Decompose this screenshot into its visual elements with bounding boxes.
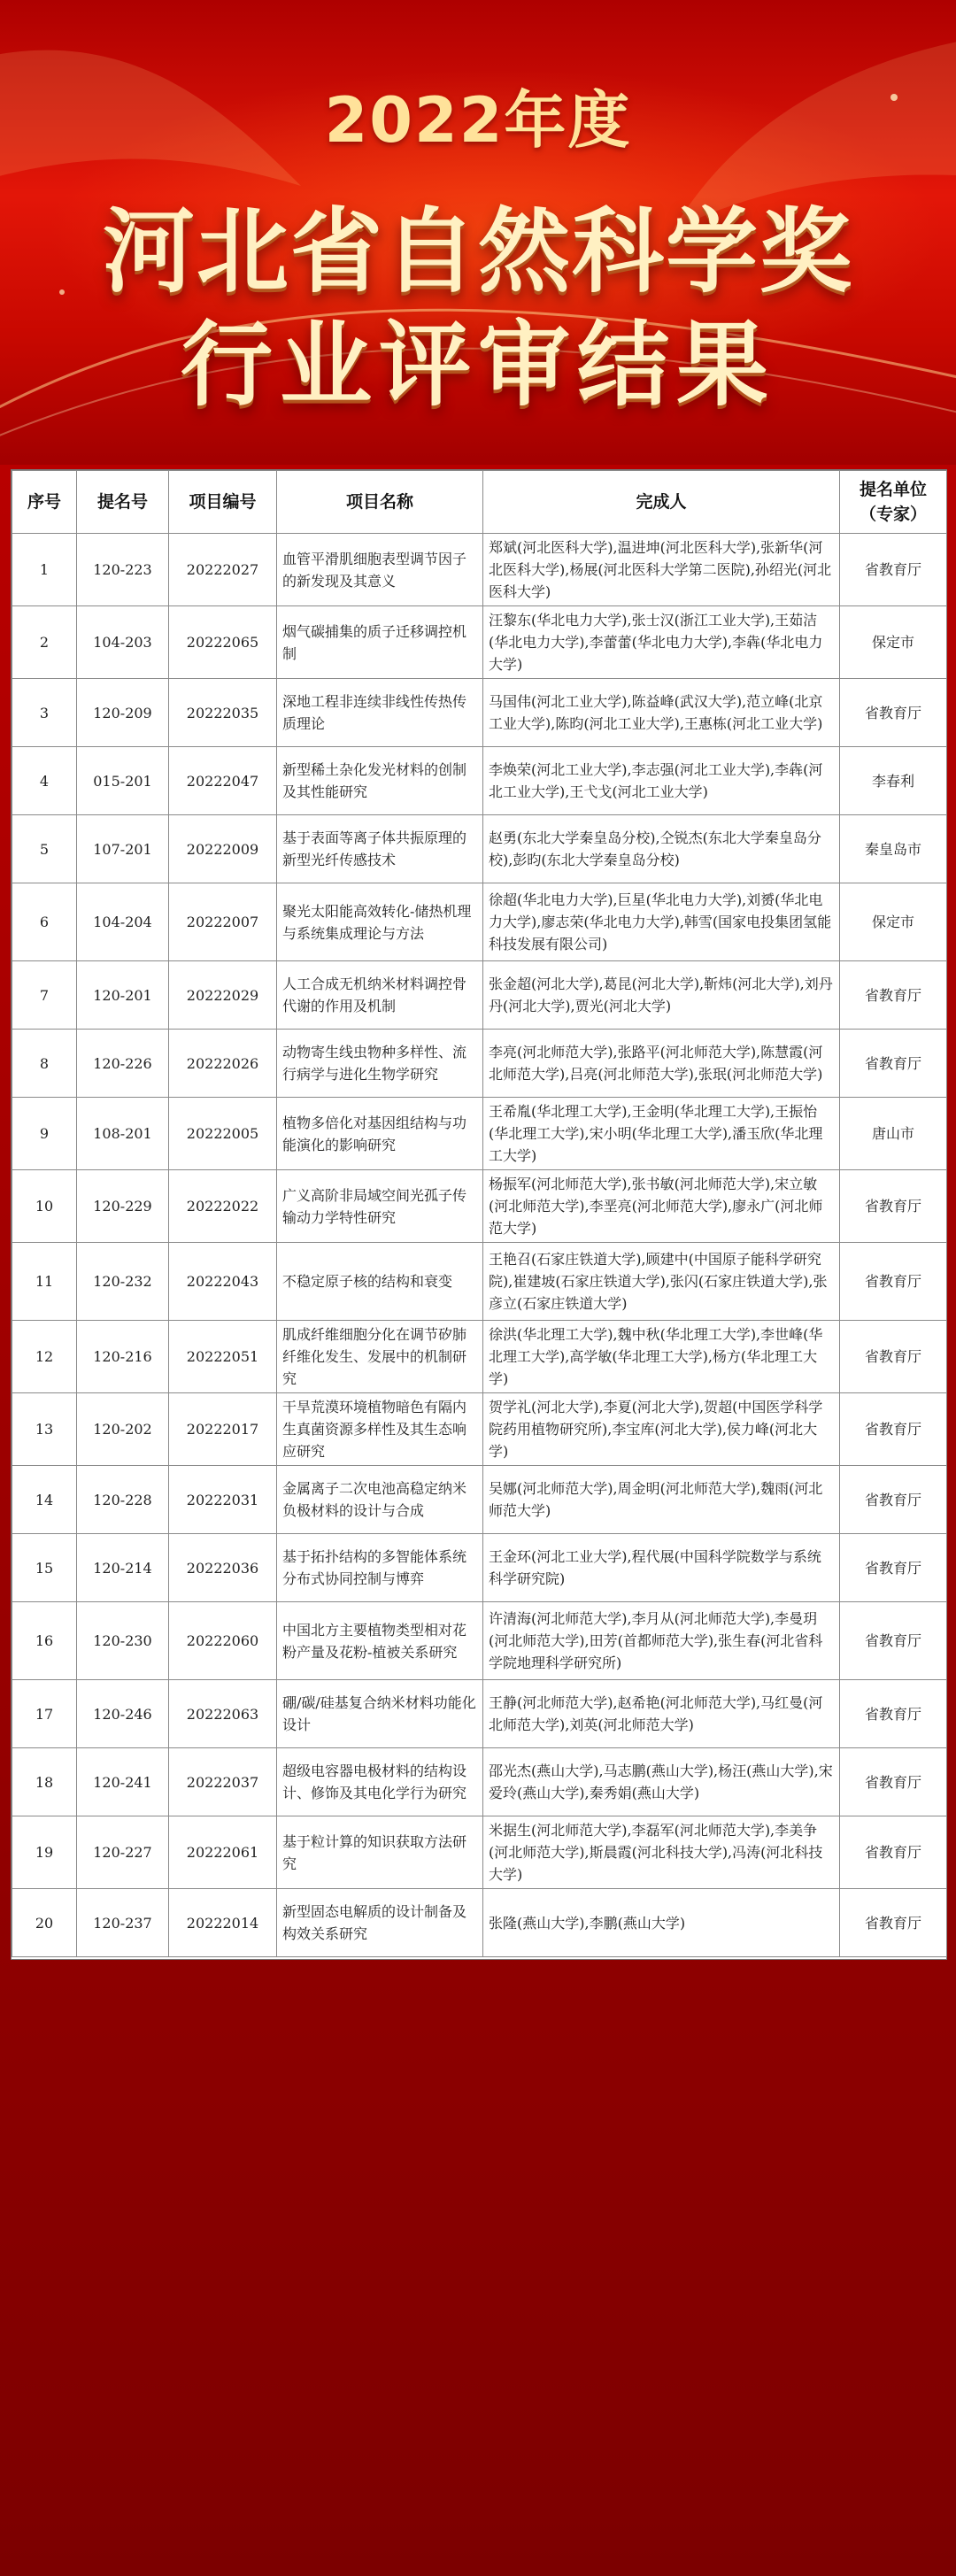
- cell-seq: 6: [12, 883, 77, 961]
- cell-nomination-no: 120-229: [77, 1170, 169, 1243]
- main-title: 河北省自然科学奖: [102, 197, 853, 305]
- cell-nomination-no: 108-201: [77, 1098, 169, 1170]
- cell-project-name: 新型固态电解质的设计制备及构效关系研究: [277, 1889, 483, 1957]
- cell-seq: 20: [12, 1889, 77, 1957]
- cell-project-no: 20222051: [169, 1321, 277, 1393]
- cell-project-no: 20222047: [169, 747, 277, 815]
- header-completers: 完成人: [483, 471, 840, 534]
- cell-nominator: 省教育厅: [840, 1602, 947, 1680]
- cell-project-no: 20222007: [169, 883, 277, 961]
- cell-seq: 15: [12, 1534, 77, 1602]
- cell-project-name: 超级电容器电极材料的结构设计、修饰及其电化学行为研究: [277, 1748, 483, 1816]
- cell-project-no: 20222043: [169, 1243, 277, 1321]
- cell-nominator: 省教育厅: [840, 1393, 947, 1466]
- cell-nominator: 省教育厅: [840, 961, 947, 1030]
- cell-project-name: 不稳定原子核的结构和衰变: [277, 1243, 483, 1321]
- cell-seq: 18: [12, 1748, 77, 1816]
- table-row: [12, 1243, 947, 1321]
- header-row: [12, 471, 947, 534]
- cell-completers: 贺学礼(河北大学),李夏(河北大学),贺超(中国医学科学院药用植物研究所),李宝库(河北大学),侯力峰(河北大学): [483, 1393, 840, 1466]
- cell-seq: 1: [12, 534, 77, 606]
- cell-completers: 王静(河北师范大学),赵希艳(河北师范大学),马红曼(河北师范大学),刘英(河北师范大学): [483, 1680, 840, 1748]
- cell-project-name: 深地工程非连续非线性传热传质理论: [277, 679, 483, 747]
- cell-completers: 郑斌(河北医科大学),温进坤(河北医科大学),张新华(河北医科大学),杨展(河北医科大学第二医院),孙绍光(河北医科大学): [483, 534, 840, 606]
- cell-project-name: 中国北方主要植物类型相对花粉产量及花粉-植被关系研究: [277, 1602, 483, 1680]
- cell-nominator: 省教育厅: [840, 1680, 947, 1748]
- cell-project-name: 基于粒计算的知识获取方法研究: [277, 1816, 483, 1889]
- cell-project-name: 硼/碳/硅基复合纳米材料功能化设计: [277, 1680, 483, 1748]
- cell-completers: 李焕荣(河北工业大学),李志强(河北工业大学),李犇(河北工业大学),王弋戈(河北工业大学): [483, 747, 840, 815]
- cell-project-name: 干旱荒漠环境植物暗色有隔内生真菌资源多样性及其生态响应研究: [277, 1393, 483, 1466]
- cell-completers: 杨振军(河北师范大学),张书敏(河北师范大学),宋立敏(河北师范大学),李垩亮(河北师范大学),廖永广(河北师范大学): [483, 1170, 840, 1243]
- table-row: [12, 961, 947, 1030]
- table-row: [12, 1889, 947, 1957]
- cell-nomination-no: 120-232: [77, 1243, 169, 1321]
- cell-completers: 马国伟(河北工业大学),陈益峰(武汉大学),范立峰(北京工业大学),陈昀(河北工业大学),王惠栋(河北工业大学): [483, 679, 840, 747]
- year-title: 2022年度: [324, 84, 632, 157]
- cell-nomination-no: 104-204: [77, 883, 169, 961]
- cell-project-name: 人工合成无机纳米材料调控骨代谢的作用及机制: [277, 961, 483, 1030]
- cell-nomination-no: 120-214: [77, 1534, 169, 1602]
- cell-nomination-no: 120-226: [77, 1030, 169, 1098]
- cell-completers: 米据生(河北师范大学),李磊军(河北师范大学),李美争(河北师范大学),斯晨霞(河北科技大学),冯涛(河北科技大学): [483, 1816, 840, 1889]
- cell-completers: 王艳召(石家庄铁道大学),顾建中(中国原子能科学研究院),崔建坡(石家庄铁道大学),张闪(石家庄铁道大学),张彦立(石家庄铁道大学): [483, 1243, 840, 1321]
- cell-project-no: 20222026: [169, 1030, 277, 1098]
- table-row: [12, 883, 947, 961]
- table-row: [12, 1170, 947, 1243]
- cell-nomination-no: 104-203: [77, 606, 169, 679]
- cell-nomination-no: 120-223: [77, 534, 169, 606]
- cell-nomination-no: 015-201: [77, 747, 169, 815]
- cell-seq: 7: [12, 961, 77, 1030]
- cell-seq: 13: [12, 1393, 77, 1466]
- table-row: [12, 1602, 947, 1680]
- cell-project-name: 基于拓扑结构的多智能体系统分布式协同控制与博弈: [277, 1534, 483, 1602]
- cell-completers: 李亮(河北师范大学),张路平(河北师范大学),陈慧霞(河北师范大学),吕亮(河北师范大学),张珉(河北师范大学): [483, 1030, 840, 1098]
- cell-project-no: 20222061: [169, 1816, 277, 1889]
- cell-nomination-no: 120-230: [77, 1602, 169, 1680]
- cell-project-no: 20222037: [169, 1748, 277, 1816]
- cell-completers: 王希胤(华北理工大学),王金明(华北理工大学),王振怡(华北理工大学),宋小明(华北理工大学),潘玉欣(华北理工大学): [483, 1098, 840, 1170]
- cell-project-name: 烟气碳捕集的质子迁移调控机制: [277, 606, 483, 679]
- cell-nominator: 李春利: [840, 747, 947, 815]
- cell-nominator: 保定市: [840, 883, 947, 961]
- cell-nomination-no: 120-201: [77, 961, 169, 1030]
- cell-completers: 徐洪(华北理工大学),魏中秋(华北理工大学),李世峰(华北理工大学),高学敏(华北理工大学),杨方(华北理工大学): [483, 1321, 840, 1393]
- cell-project-no: 20222035: [169, 679, 277, 747]
- cell-completers: 邵光杰(燕山大学),马志鹏(燕山大学),杨汪(燕山大学),宋爱玲(燕山大学),秦秀娟(燕山大学): [483, 1748, 840, 1816]
- cell-nominator: 省教育厅: [840, 1748, 947, 1816]
- cell-project-no: 20222029: [169, 961, 277, 1030]
- cell-seq: 10: [12, 1170, 77, 1243]
- cell-nomination-no: 120-202: [77, 1393, 169, 1466]
- cell-nominator: 省教育厅: [840, 1889, 947, 1957]
- cell-project-name: 基于表面等离子体共振原理的新型光纤传感技术: [277, 815, 483, 883]
- cell-project-name: 肌成纤维细胞分化在调节矽肺纤维化发生、发展中的机制研究: [277, 1321, 483, 1393]
- cell-project-no: 20222036: [169, 1534, 277, 1602]
- cell-project-no: 20222017: [169, 1393, 277, 1466]
- cell-seq: 12: [12, 1321, 77, 1393]
- cell-completers: 吴娜(河北师范大学),周金明(河北师范大学),魏雨(河北师范大学): [483, 1466, 840, 1534]
- cell-nominator: 省教育厅: [840, 1030, 947, 1098]
- cell-project-no: 20222027: [169, 534, 277, 606]
- sub-title: 行业评审结果: [180, 311, 775, 419]
- results-table-container: [11, 469, 947, 1960]
- header-project-no: 项目编号: [169, 471, 277, 534]
- cell-project-name: 金属离子二次电池高稳定纳米负极材料的设计与合成: [277, 1466, 483, 1534]
- cell-completers: 许清海(河北师范大学),李月从(河北师范大学),李曼玥(河北师范大学),田芳(首都师范大学),张生春(河北省科学院地理科学研究所): [483, 1602, 840, 1680]
- cell-nominator: 省教育厅: [840, 679, 947, 747]
- header-nomination-no: 提名号: [77, 471, 169, 534]
- cell-completers: 徐超(华北电力大学),巨星(华北电力大学),刘赟(华北电力大学),廖志荣(华北电力大学),韩雪(国家电投集团氢能科技发展有限公司): [483, 883, 840, 961]
- results-table: [12, 470, 947, 1957]
- table-row: [12, 1098, 947, 1170]
- cell-project-no: 20222031: [169, 1466, 277, 1534]
- cell-nominator: 省教育厅: [840, 534, 947, 606]
- table-body: [12, 534, 947, 1957]
- cell-project-name: 新型稀土杂化发光材料的创制及其性能研究: [277, 747, 483, 815]
- cell-seq: 8: [12, 1030, 77, 1098]
- cell-nominator: 唐山市: [840, 1098, 947, 1170]
- cell-nomination-no: 120-209: [77, 679, 169, 747]
- cell-completers: 赵勇(东北大学秦皇岛分校),仝锐杰(东北大学秦皇岛分校),彭昀(东北大学秦皇岛分校): [483, 815, 840, 883]
- cell-nomination-no: 120-216: [77, 1321, 169, 1393]
- cell-project-no: 20222022: [169, 1170, 277, 1243]
- table-row: [12, 1680, 947, 1748]
- cell-seq: 3: [12, 679, 77, 747]
- cell-completers: 张金超(河北大学),葛昆(河北大学),靳炜(河北大学),刘丹丹(河北大学),贾光(河北大学): [483, 961, 840, 1030]
- cell-seq: 19: [12, 1816, 77, 1889]
- table-row: [12, 815, 947, 883]
- cell-project-name: 动物寄生线虫物种多样性、流行病学与进化生物学研究: [277, 1030, 483, 1098]
- cell-nomination-no: 120-228: [77, 1466, 169, 1534]
- cell-project-no: 20222060: [169, 1602, 277, 1680]
- cell-nomination-no: 120-246: [77, 1680, 169, 1748]
- cell-nomination-no: 107-201: [77, 815, 169, 883]
- header-banner: [0, 0, 956, 465]
- cell-seq: 14: [12, 1466, 77, 1534]
- cell-project-name: 血管平滑肌细胞表型调节因子的新发现及其意义: [277, 534, 483, 606]
- table-row: [12, 1534, 947, 1602]
- cell-nominator: 秦皇岛市: [840, 815, 947, 883]
- table-row: [12, 747, 947, 815]
- cell-project-name: 广义高阶非局域空间光孤子传输动力学特性研究: [277, 1170, 483, 1243]
- cell-seq: 16: [12, 1602, 77, 1680]
- table-row: [12, 1030, 947, 1098]
- cell-seq: 4: [12, 747, 77, 815]
- cell-project-no: 20222005: [169, 1098, 277, 1170]
- table-row: [12, 1466, 947, 1534]
- cell-nominator: 保定市: [840, 606, 947, 679]
- table-row: [12, 1321, 947, 1393]
- cell-nominator: 省教育厅: [840, 1243, 947, 1321]
- cell-completers: 张隆(燕山大学),李鹏(燕山大学): [483, 1889, 840, 1957]
- cell-project-name: 植物多倍化对基因组结构与功能演化的影响研究: [277, 1098, 483, 1170]
- cell-seq: 5: [12, 815, 77, 883]
- cell-seq: 11: [12, 1243, 77, 1321]
- cell-project-name: 聚光太阳能高效转化-储热机理与系统集成理论与方法: [277, 883, 483, 961]
- cell-nominator: 省教育厅: [840, 1321, 947, 1393]
- header-nominator: 提名单位（专家）: [840, 471, 947, 534]
- header-seq: 序号: [12, 471, 77, 534]
- cell-project-no: 20222014: [169, 1889, 277, 1957]
- table-row: [12, 679, 947, 747]
- cell-project-no: 20222065: [169, 606, 277, 679]
- cell-nomination-no: 120-227: [77, 1816, 169, 1889]
- table-row: [12, 1393, 947, 1466]
- cell-nominator: 省教育厅: [840, 1466, 947, 1534]
- table-row: [12, 534, 947, 606]
- cell-completers: 汪黎东(华北电力大学),张士汉(浙江工业大学),王茹洁(华北电力大学),李蕾蕾(华北电力大学),李犇(华北电力大学): [483, 606, 840, 679]
- table-row: [12, 606, 947, 679]
- cell-nominator: 省教育厅: [840, 1170, 947, 1243]
- cell-project-no: 20222063: [169, 1680, 277, 1748]
- header-project-name: 项目名称: [277, 471, 483, 534]
- cell-nomination-no: 120-237: [77, 1889, 169, 1957]
- cell-nominator: 省教育厅: [840, 1816, 947, 1889]
- table-row: [12, 1816, 947, 1889]
- cell-nominator: 省教育厅: [840, 1534, 947, 1602]
- cell-completers: 王金环(河北工业大学),程代展(中国科学院数学与系统科学研究院): [483, 1534, 840, 1602]
- table-header: [12, 471, 947, 534]
- table-row: [12, 1748, 947, 1816]
- cell-seq: 2: [12, 606, 77, 679]
- cell-nomination-no: 120-241: [77, 1748, 169, 1816]
- cell-seq: 9: [12, 1098, 77, 1170]
- cell-project-no: 20222009: [169, 815, 277, 883]
- cell-seq: 17: [12, 1680, 77, 1748]
